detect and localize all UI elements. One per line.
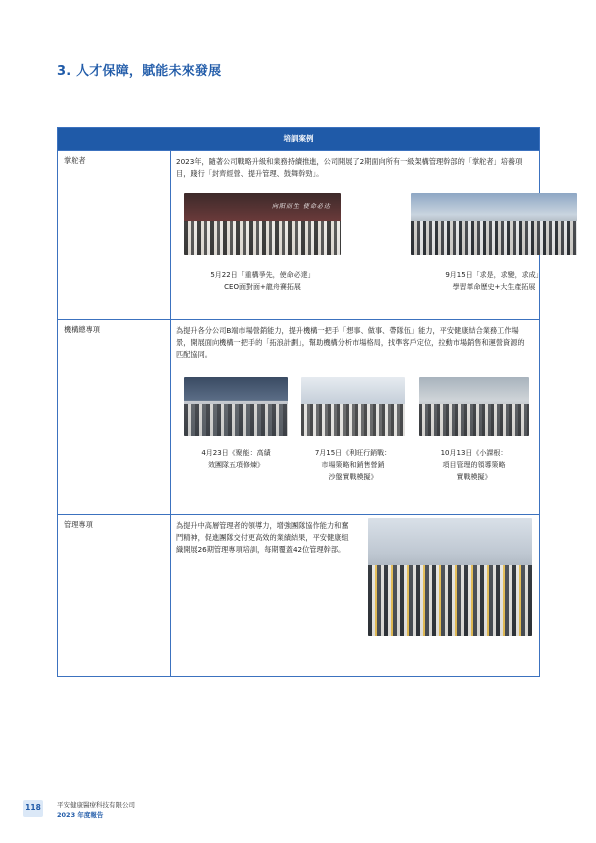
photo-caption (184, 447, 288, 471)
table-header: 培訓案例 (58, 128, 539, 150)
row-label: 機構總專項 (58, 320, 171, 515)
caption-line: 學習革命歷史+大生產拓展 (452, 283, 536, 291)
section-title: 3. 人才保障，賦能未來發展 (57, 64, 222, 79)
page-number: 118 (25, 803, 41, 812)
caption-line: 項目管理的領導策略 (442, 461, 506, 469)
group-photo (184, 193, 341, 255)
training-case-table (57, 127, 543, 677)
photo-caption (301, 447, 405, 483)
photo-caption (419, 447, 529, 483)
row-body (171, 515, 539, 677)
photo-banner-text: 向阳而生 使命必达 (272, 203, 331, 210)
row-description: 為提升各分公司B端市場營銷能力，提升機構一把手「想事、做事、帶隊伍」能力，平安健康結合業務工作場景，開展面向機構一把手的「拓浪計劃」，幫助機構分析市場格局，找準客戶定位，拉動市場銷售和運營資源的匹配協同。 (176, 326, 525, 359)
caption-line: 效團隊五項修煉》 (208, 461, 264, 469)
group-photo (184, 377, 288, 436)
caption-line: 10月13日《小課根： (440, 449, 508, 457)
group-photo (411, 193, 577, 255)
caption-line: 7月15日《利旺行銷戰： (314, 449, 392, 457)
caption-line: CEO面對面+龍舟賽拓展 (224, 283, 301, 291)
photo-caption (411, 269, 577, 293)
caption-line: 9月15日「求是，求變，求成」 (445, 271, 543, 279)
group-photo (368, 518, 532, 636)
footer-company: 平安健康醫療科技有限公司 (57, 801, 135, 809)
row-description: 為提升中高層管理者的領導力，增強團隊協作能力和奮鬥精神，促進團隊交付更高效的業績結果，平安健康組織開展26期管理專項培訓，每期覆蓋42位管理幹部。 (176, 521, 349, 554)
caption-line: 5月22日「重構爭先，使命必達」 (210, 271, 315, 279)
caption-line: 沙盤實戰模擬》 (328, 473, 378, 481)
table-row (58, 514, 539, 677)
row-description: 2023年，隨著公司戰略升級和業務持續推進，公司開展了2期面向所有一級架構管理幹部的「掌舵者」培養項目，踐行「封齊經營、提升管理、鼓舞幹勁」。 (176, 157, 523, 178)
caption-line: 市場策略和銷售營銷 (321, 461, 385, 469)
row-body (171, 151, 543, 320)
table-row (58, 319, 539, 515)
row-body (171, 320, 539, 515)
table-row (58, 150, 543, 320)
footer-report-title: 2023 年度報告 (57, 811, 104, 819)
group-photo (301, 377, 405, 436)
row-label: 掌舵者 (58, 151, 171, 320)
caption-line: 4月23日《聚能：高績 (201, 449, 271, 457)
caption-line: 實戰模擬》 (456, 473, 492, 481)
group-photo (419, 377, 529, 436)
photo-caption (184, 269, 341, 293)
row-label: 管理專項 (58, 515, 171, 677)
